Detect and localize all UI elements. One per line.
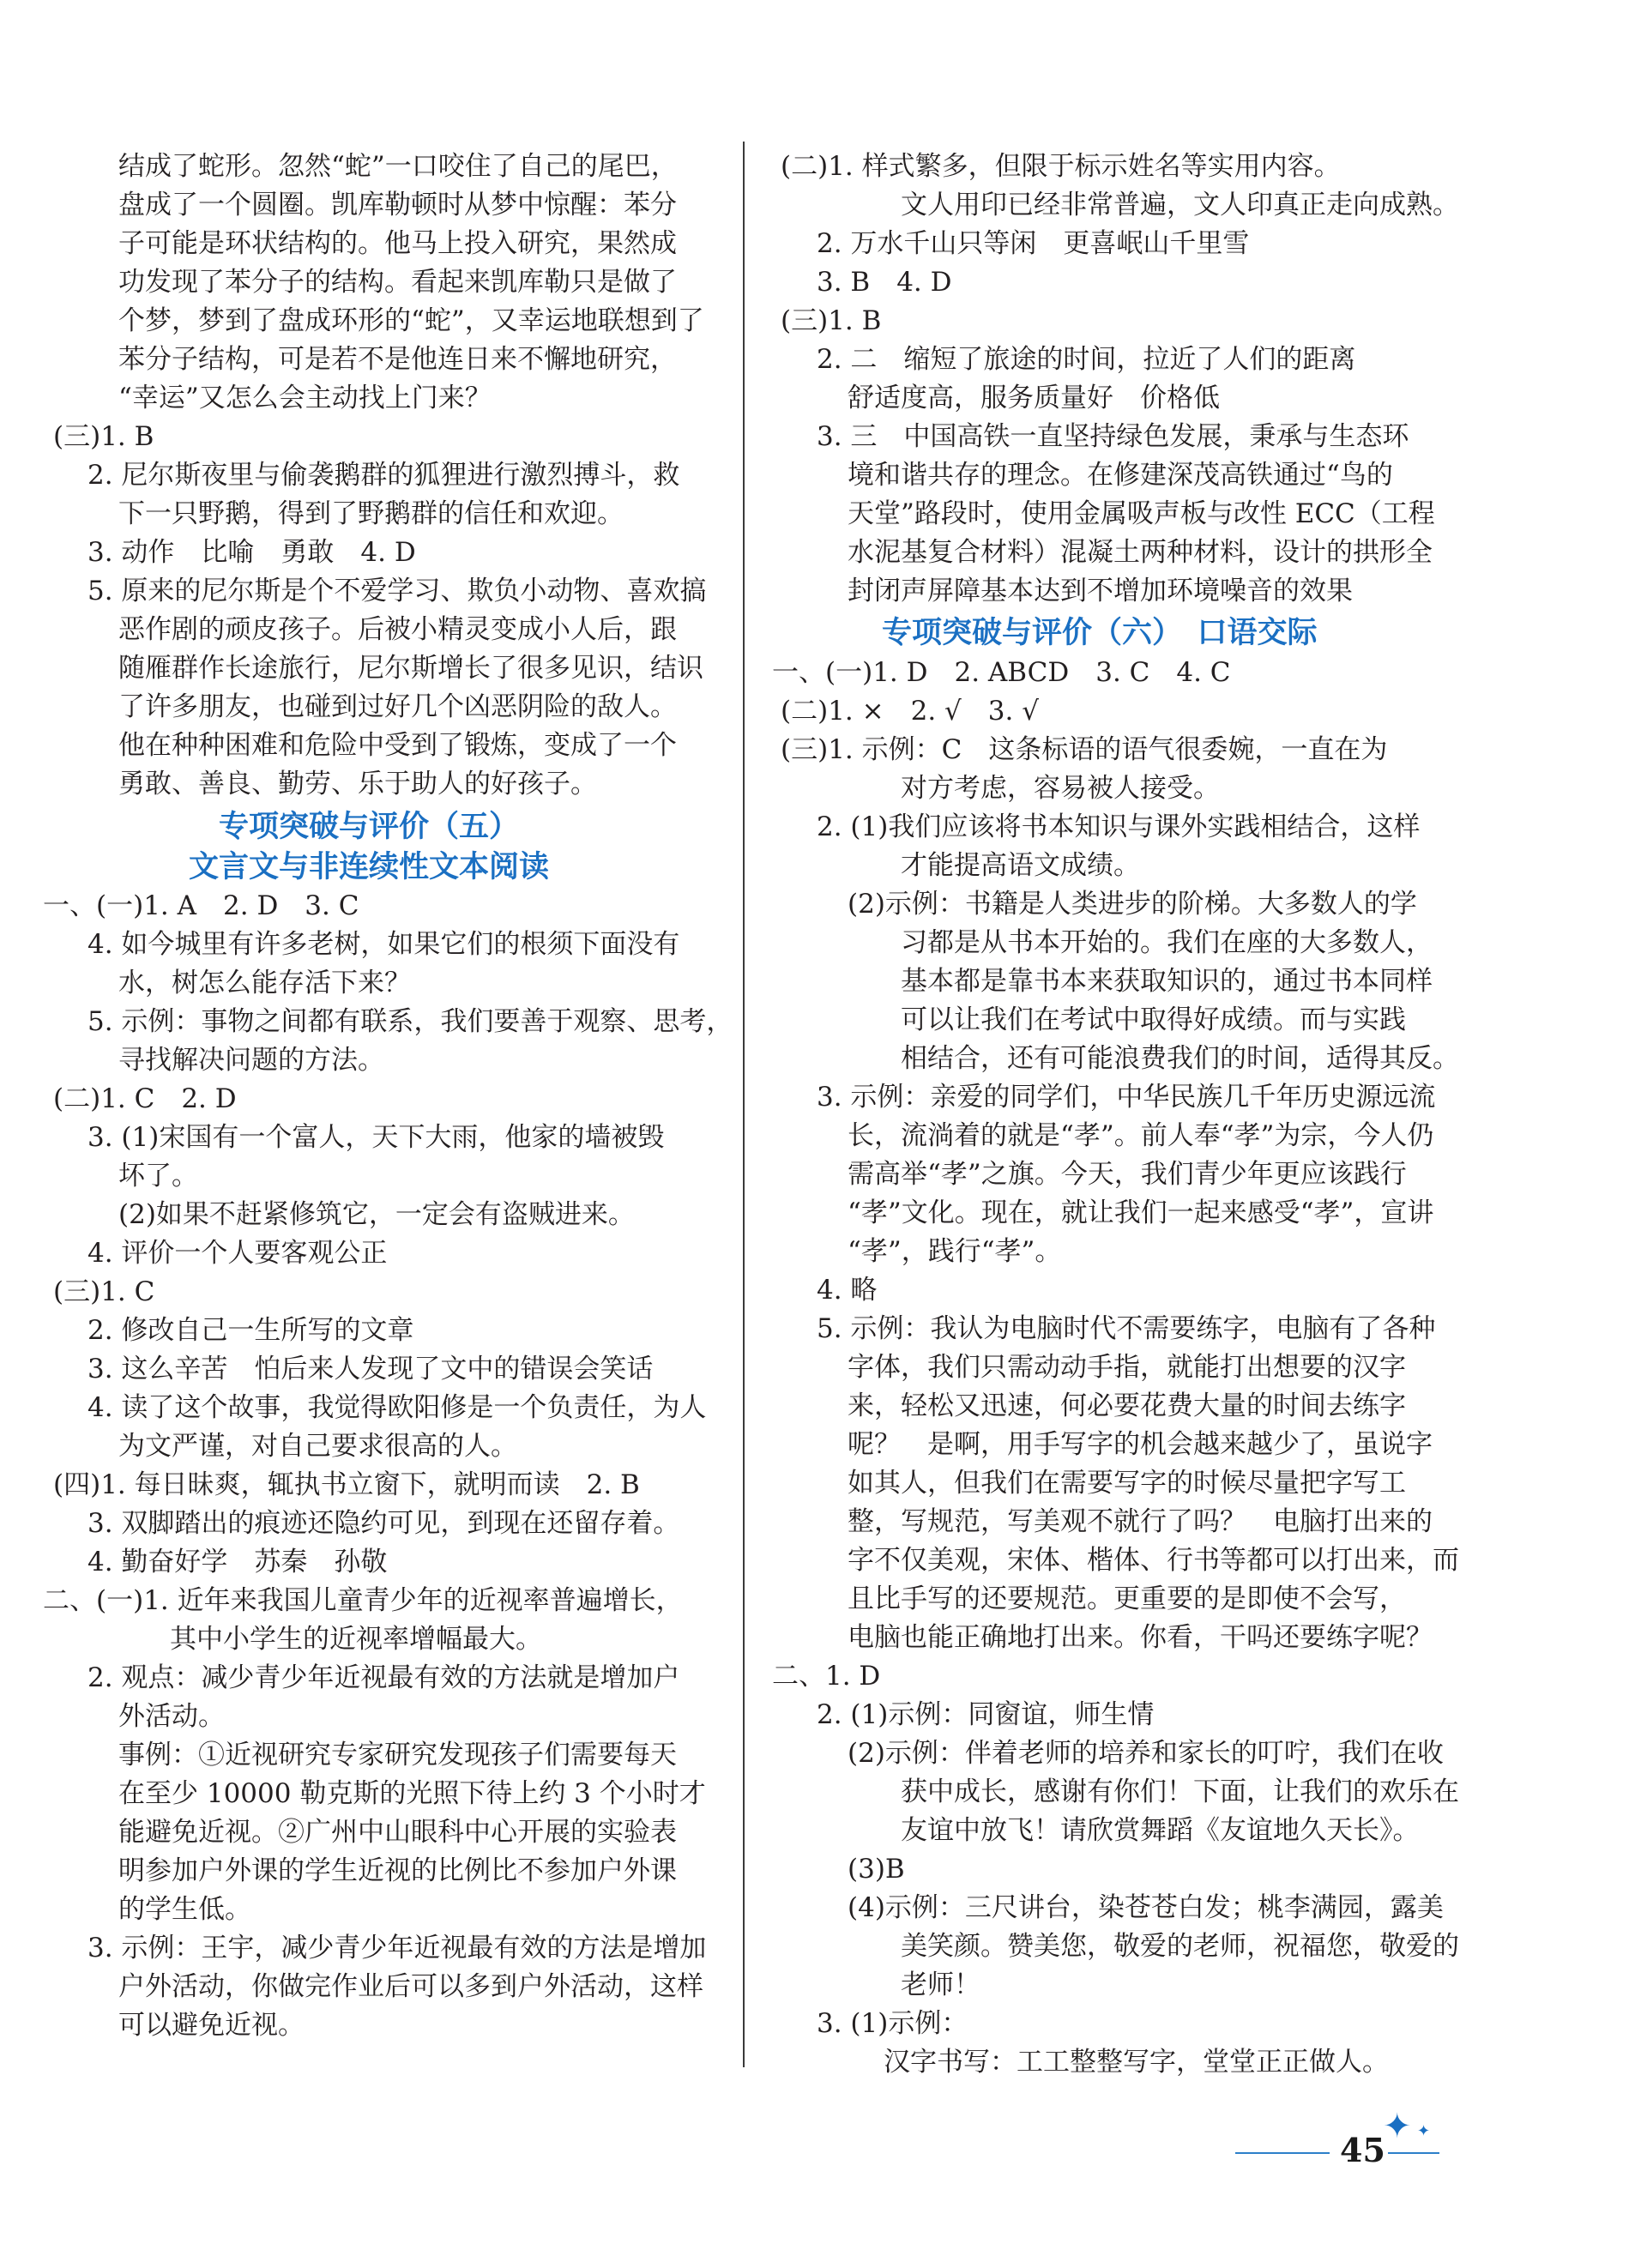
answer-line: (4)示例：三尺讲台，染苍苍白发；桃李满园，露美 <box>848 1892 1444 1923</box>
answer-line: 3. B 4. D <box>817 267 952 298</box>
answer-line: 字不仅美观，宋体、楷体、行书等都可以打出来，而 <box>848 1545 1459 1576</box>
answer-line: 3. 这么辛苦 怕后来人发现了文中的错误会笑话 <box>87 1354 654 1384</box>
answer-line: 子可能是环状结构的。他马上投入研究，果然成 <box>118 228 677 259</box>
answer-line: 友谊中放飞！请欣赏舞蹈《友谊地久天长》。 <box>901 1815 1420 1846</box>
answer-line: 且比手写的还要规范。更重要的是即使不会写， <box>848 1583 1406 1614</box>
answer-line: 整，写规范，写美观不就行了吗？ 电脑打出来的 <box>848 1506 1433 1537</box>
answer-line: 呢？ 是啊，用手写字的机会越来越少了，虽说字 <box>848 1429 1433 1460</box>
answer-line: 5. 原来的尼尔斯是个不爱学习、欺负小动物、喜欢搞 <box>87 576 707 606</box>
answer-line: (二)1. C 2. D <box>53 1083 237 1114</box>
answer-line: 3. (1)示例： <box>817 2008 968 2039</box>
section-heading: 专项突破与评价（五） <box>219 810 520 844</box>
sparkle-icon: ✦ <box>1383 2107 1412 2146</box>
answer-line: 3. 双脚踏出的痕迹还隐约可见，到现在还留存着。 <box>87 1508 680 1539</box>
answer-line: 4. 读了这个故事，我觉得欧阳修是一个负责任，为人 <box>87 1392 707 1423</box>
answer-line: “幸运”又怎么会主动找上门来？ <box>118 383 492 413</box>
answer-line: 需高举“孝”之旗。今天，我们青少年更应该践行 <box>848 1159 1407 1190</box>
answer-line: 汉字书写：工工整整写字，堂堂正正做人。 <box>884 2047 1389 2078</box>
answer-line: 2. 二 缩短了旅途的时间，拉近了人们的距离 <box>817 344 1356 375</box>
answer-line: 美笑颜。赞美您，敬爱的老师，祝福您，敬爱的 <box>901 1931 1459 1962</box>
answer-line: 相结合，还有可能浪费我们的时间，适得其反。 <box>901 1043 1459 1074</box>
answer-line: 功发现了苯分子的结构。看起来凯库勒只是做了 <box>118 267 677 298</box>
answer-line: 在至少 10000 勒克斯的光照下待上约 3 个小时才 <box>118 1778 706 1809</box>
answer-line: 能避免近视。②广州中山眼科中心开展的实验表 <box>118 1817 677 1848</box>
answer-line: 5. 示例：我认为电脑时代不需要练字，电脑有了各种 <box>817 1313 1436 1344</box>
answer-line: (二)1. × 2. √ 3. √ <box>781 696 1039 727</box>
answer-line: 寻找解决问题的方法。 <box>118 1045 384 1076</box>
answer-line: 随雁群作长途旅行，尼尔斯增长了很多见识，结识 <box>118 653 703 684</box>
column-divider <box>743 142 745 2067</box>
answer-line: 2. 修改自己一生所写的文章 <box>87 1315 414 1346</box>
answer-line: 3. 动作 比喻 勇敢 4. D <box>87 537 416 568</box>
answer-line: 对方考虑，容易被人接受。 <box>901 773 1220 804</box>
answer-line: 苯分子结构，可是若不是他连日来不懈地研究， <box>118 344 677 375</box>
answer-line: 3. 示例：王宇，减少青少年近视最有效的方法是增加 <box>87 1933 707 1963</box>
answer-line: (2)示例：伴着老师的培养和家长的叮咛，我们在收 <box>848 1738 1444 1769</box>
answer-line: 获中成长，感谢有你们！下面，让我们的欢乐在 <box>901 1776 1459 1807</box>
answer-line: 为文严谨，对自己要求很高的人。 <box>118 1431 517 1462</box>
answer-line: 2. 万水千山只等闲 更喜岷山千里雪 <box>817 228 1250 259</box>
answer-line: “孝”文化。现在，就让我们一起来感受“孝”，宣讲 <box>848 1197 1434 1228</box>
answer-line: 3. (1)宋国有一个富人，天下大雨，他家的墙被毁 <box>87 1122 665 1153</box>
answer-line: 2. 观点：减少青少年近视最有效的方法就是增加户 <box>87 1662 680 1693</box>
answer-line: (2)示例：书籍是人类进步的阶梯。大多数人的学 <box>848 889 1417 920</box>
answer-line: 3. 三 中国高铁一直坚持绿色发展，秉承与生态环 <box>817 421 1409 452</box>
section-heading: 专项突破与评价（六） 口语交际 <box>882 616 1318 650</box>
answer-line: 外活动。 <box>118 1701 225 1732</box>
answer-line: 了许多朋友，也碰到过好几个凶恶阴险的敌人。 <box>118 691 677 722</box>
answer-line: 舒适度高，服务质量好 价格低 <box>848 383 1220 413</box>
answer-line: 文人用印已经非常普遍，文人印真正走向成熟。 <box>901 190 1459 220</box>
answer-line: (四)1. 每日昧爽，辄执书立窗下，就明而读 2. B <box>53 1469 640 1500</box>
answer-line: 来，轻松又迅速，何必要花费大量的时间去练字 <box>848 1390 1406 1421</box>
answer-line: 字体，我们只需动动手指，就能打出想要的汉字 <box>848 1352 1406 1383</box>
answer-line: 老师！ <box>901 1969 980 2000</box>
answer-line: 二、1. D <box>772 1661 881 1692</box>
answer-line: 基本都是靠书本来获取知识的，通过书本同样 <box>901 966 1433 997</box>
answer-line: 水泥基复合材料）混凝土两种材料，设计的拱形全 <box>848 537 1433 568</box>
answer-line: 个梦，梦到了盘成环形的“蛇”，又幸运地联想到了 <box>118 305 704 336</box>
answer-line: 勇敢、善良、勤劳、乐于助人的好孩子。 <box>118 769 597 799</box>
answer-line: 明参加户外课的学生近视的比例比不参加户外课 <box>118 1855 677 1886</box>
footer-rule-left <box>1235 2152 1330 2154</box>
answer-line: (2)如果不赶紧修筑它，一定会有盗贼进来。 <box>118 1199 635 1230</box>
answer-line: 境和谐共存的理念。在修建深茂高铁通过“鸟的 <box>848 460 1393 491</box>
answer-line: 才能提高语文成绩。 <box>901 850 1140 881</box>
answer-line: 他在种种困难和危险中受到了锻炼，变成了一个 <box>118 730 677 761</box>
answer-line: (3)B <box>848 1854 905 1885</box>
answer-line: “孝”，践行“孝”。 <box>848 1236 1062 1267</box>
answer-line: 下一只野鹅，得到了野鹅群的信任和欢迎。 <box>118 498 624 529</box>
answer-line: 坏了。 <box>118 1161 198 1191</box>
answer-line: 户外活动，你做完作业后可以多到户外活动，这样 <box>118 1971 703 2002</box>
answer-line: 可以让我们在考试中取得好成绩。而与实践 <box>901 1004 1406 1035</box>
answer-line: 3. 示例：亲爱的同学们，中华民族几千年历史源远流 <box>817 1082 1436 1113</box>
answer-line: 2. (1)示例：同窗谊，师生情 <box>817 1699 1155 1730</box>
answer-line: 天堂”路段时，使用金属吸声板与改性 ECC（工程 <box>848 498 1435 529</box>
section-heading: 文言文与非连续性文本阅读 <box>189 850 550 884</box>
page-number: 45 <box>1340 2131 1385 2169</box>
answer-line: 4. 勤奋好学 苏秦 孙敬 <box>87 1547 388 1577</box>
answer-line: 长，流淌着的就是“孝”。前人奉“孝”为宗，今人仍 <box>848 1120 1434 1151</box>
answer-line: 事例：①近视研究专家研究发现孩子们需要每天 <box>118 1740 677 1770</box>
answer-line: 可以避免近视。 <box>118 2010 305 2041</box>
answer-line: 其中小学生的近视率增幅最大。 <box>170 1624 542 1655</box>
answer-line: 盘成了一个圆圈。凯库勒顿时从梦中惊醒：苯分 <box>118 190 677 220</box>
answer-line: 恶作剧的顽皮孩子。后被小精灵变成小人后，跟 <box>118 614 677 645</box>
answer-line: 一、(一)1. A 2. D 3. C <box>43 890 359 921</box>
answer-line: 结成了蛇形。忽然“蛇”一口咬住了自己的尾巴， <box>118 151 678 182</box>
answer-line: 二、(一)1. 近年来我国儿童青少年的近视率普遍增长， <box>43 1585 683 1616</box>
answer-line: 4. 略 <box>817 1275 878 1306</box>
answer-line: 2. 尼尔斯夜里与偷袭鹅群的狐狸进行激烈搏斗，救 <box>87 460 680 491</box>
small-sparkle-icon: ✦ <box>1417 2122 1431 2140</box>
answer-line: (三)1. C <box>53 1276 155 1307</box>
answer-line: 一、(一)1. D 2. ABCD 3. C 4. C <box>772 657 1231 688</box>
answer-line: 习都是从书本开始的。我们在座的大多数人， <box>901 927 1433 958</box>
answer-line: (三)1. 示例：C 这条标语的语气很委婉，一直在为 <box>781 734 1388 765</box>
answer-line: 4. 评价一个人要客观公正 <box>87 1238 388 1269</box>
answer-line: 水，树怎么能存活下来？ <box>118 968 411 998</box>
answer-line: 电脑也能正确地打出来。你看，干吗还要练字呢？ <box>848 1622 1433 1653</box>
answer-line: 5. 示例：事物之间都有联系，我们要善于观察、思考， <box>87 1006 733 1037</box>
answer-line: 4. 如今城里有许多老树，如果它们的根须下面没有 <box>87 929 680 960</box>
answer-line: 2. (1)我们应该将书本知识与课外实践相结合，这样 <box>817 811 1421 842</box>
footer-rule-right <box>1388 2152 1439 2154</box>
answer-line: 封闭声屏障基本达到不增加环境噪音的效果 <box>848 576 1353 606</box>
answer-line: (二)1. 样式繁多，但限于标示姓名等实用内容。 <box>781 151 1341 182</box>
answer-line: 的学生低。 <box>118 1894 251 1925</box>
answer-line: (三)1. B <box>53 421 154 452</box>
answer-line: 如其人，但我们在需要写字的时候尽量把字写工 <box>848 1468 1406 1499</box>
answer-line: (三)1. B <box>781 305 882 336</box>
